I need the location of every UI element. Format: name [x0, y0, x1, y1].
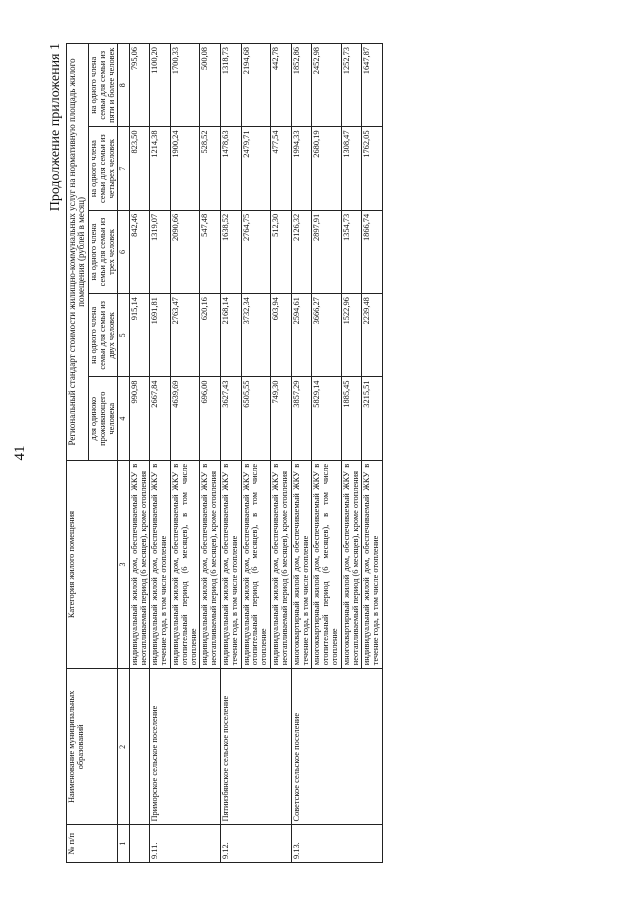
standard-value: 1478,63 [221, 126, 242, 209]
row-number: 9.12. [221, 825, 292, 863]
standard-value: 603,94 [271, 293, 292, 376]
standard-value: 1762,05 [362, 126, 383, 209]
standard-value: 842,46 [129, 210, 150, 293]
municipality-name [129, 668, 150, 824]
standard-value: 1214,38 [150, 126, 171, 209]
standard-value: 528,52 [200, 126, 221, 209]
column-number: 4 [118, 377, 129, 460]
housing-category: индивидуальный жилой дом, обеспечиваемый ЖКУ в течение года, в том числе отопление [150, 460, 171, 668]
standard-value: 512,30 [271, 210, 292, 293]
header-standard: Региональный стандарт стоимости жилищно-коммунальных услуг на нормативную площадь жилого помещения (рублей в месяц) [67, 43, 89, 460]
standard-value: 2479,71 [241, 126, 270, 209]
standard-value: 2764,75 [241, 210, 270, 293]
standard-value: 2594,61 [291, 293, 312, 376]
standard-value: 1319,07 [150, 210, 171, 293]
table-row [129, 43, 150, 862]
header-sub-3: на одного члена семьи для семьи из трех человек [88, 210, 117, 293]
header-row-1 [67, 43, 89, 862]
header-name: Наименование муниципальных образований [67, 668, 118, 824]
row-number [129, 825, 150, 863]
header-sub-2: на одного члена семьи для семьи из двух человек [88, 293, 117, 376]
header-num: № п/п [67, 825, 118, 863]
standard-value: 1252,73 [341, 43, 362, 126]
standard-value: 990,98 [129, 377, 150, 460]
standard-value: 1308,47 [341, 126, 362, 209]
header-category: Категория жилого помещения [67, 460, 118, 668]
standard-value: 1638,52 [221, 210, 242, 293]
table-row [291, 43, 312, 862]
column-number: 8 [118, 43, 129, 126]
standard-value: 500,08 [200, 43, 221, 126]
standard-value: 1852,86 [291, 43, 312, 126]
table-body [129, 43, 382, 862]
column-number: 7 [118, 126, 129, 209]
housing-category: индивидуальный жилой дом, обеспечиваемый ЖКУ в течение года, в том числе отопление [221, 460, 242, 668]
column-number: 3 [118, 460, 129, 668]
standard-value: 2239,48 [362, 293, 383, 376]
standard-value: 1522,96 [341, 293, 362, 376]
standard-value: 1318,73 [221, 43, 242, 126]
standard-value: 3627,43 [221, 377, 242, 460]
page-number: 41 [12, 445, 28, 460]
standard-value: 2126,32 [291, 210, 312, 293]
standard-value: 4639,69 [170, 377, 199, 460]
standard-value: 1700,33 [170, 43, 199, 126]
standard-value: 1900,24 [170, 126, 199, 209]
standard-value: 477,54 [271, 126, 292, 209]
header-sub-5: на одного члена семьи для семьи из пяти и более человек [88, 43, 117, 126]
column-number: 1 [118, 825, 129, 863]
standard-value: 2680,19 [312, 126, 341, 209]
standard-value: 442,78 [271, 43, 292, 126]
standard-value: 1647,87 [362, 43, 383, 126]
standard-value: 915,14 [129, 293, 150, 376]
standard-value: 2168,14 [221, 293, 242, 376]
standard-value: 1885,45 [341, 377, 362, 460]
housing-category: многоквартирный жилой дом, обеспечиваемый ЖКУ в неотапливаемый период (6 месяцев), кроме отопления [341, 460, 362, 668]
appendix-title: Продолжение приложения 1 [48, 42, 63, 211]
column-number-row [118, 43, 129, 862]
housing-category: индивидуальный жилой дом, обеспечиваемый ЖКУ в течение года, в том числе отопление [362, 460, 383, 668]
header-sub-4: на одного члена семьи для семьи из четырех человек [88, 126, 117, 209]
housing-category: индивидуальный жилой дом, обеспечиваемый ЖКУ в неотапливаемый период (6 месяцев), кроме отопления [129, 460, 150, 668]
standard-value: 2090,66 [170, 210, 199, 293]
row-number: 9.13. [291, 825, 382, 863]
standard-value: 2452,98 [312, 43, 341, 126]
housing-category: индивидуальный жилой дом, обеспечиваемый ЖКУ в отопительный период (6 месяцев), в том числе отопление [170, 460, 199, 668]
standard-value: 3732,34 [241, 293, 270, 376]
housing-category: многоквартирный жилой дом, обеспечиваемый ЖКУ в течение года, в том числе отопление [291, 460, 312, 668]
standard-value: 5829,14 [312, 377, 341, 460]
standard-value: 1100,20 [150, 43, 171, 126]
standard-value: 2667,84 [150, 377, 171, 460]
housing-standard-table [66, 43, 383, 863]
housing-category: многоквартирный жилой дом, обеспечиваемый ЖКУ в отопительный период (6 месяцев), в том числе отопление [312, 460, 341, 668]
municipality-name: Пятиизбянское сельское поселение [221, 668, 292, 824]
municipality-name: Приморское сельское поселение [150, 668, 221, 824]
standard-value: 6505,55 [241, 377, 270, 460]
table-row [150, 43, 171, 862]
standard-value: 3215,51 [362, 377, 383, 460]
standard-value: 823,50 [129, 126, 150, 209]
housing-category: индивидуальный жилой дом, обеспечиваемый ЖКУ в неотапливаемый период (6 месяцев), кроме отопления [271, 460, 292, 668]
column-number: 2 [118, 668, 129, 824]
table-row [221, 43, 242, 862]
standard-value: 696,00 [200, 377, 221, 460]
housing-category: индивидуальный жилой дом, обеспечиваемый ЖКУ в отопительный период (6 месяцев), в том числе отопление [241, 460, 270, 668]
standard-value: 620,16 [200, 293, 221, 376]
column-number: 5 [118, 293, 129, 376]
standard-value: 1994,33 [291, 126, 312, 209]
standard-value: 2194,68 [241, 43, 270, 126]
rotated-sheet [0, 23, 640, 883]
standard-value: 1866,74 [362, 210, 383, 293]
row-number: 9.11. [150, 825, 221, 863]
standard-value: 1354,73 [341, 210, 362, 293]
standard-value: 547,48 [200, 210, 221, 293]
municipality-name: Советское сельское поселение [291, 668, 382, 824]
header-sub-1: для одиноко проживающего человека [88, 377, 117, 460]
standard-value: 3857,29 [291, 377, 312, 460]
standard-value: 1691,81 [150, 293, 171, 376]
standard-value: 3666,27 [312, 293, 341, 376]
standard-value: 749,30 [271, 377, 292, 460]
column-number: 6 [118, 210, 129, 293]
standard-value: 2897,91 [312, 210, 341, 293]
standard-value: 2763,47 [170, 293, 199, 376]
housing-category: индивидуальный жилой дом, обеспечиваемый ЖКУ в неотапливаемый период (6 месяцев), кроме отопления [200, 460, 221, 668]
standard-value: 795,06 [129, 43, 150, 126]
